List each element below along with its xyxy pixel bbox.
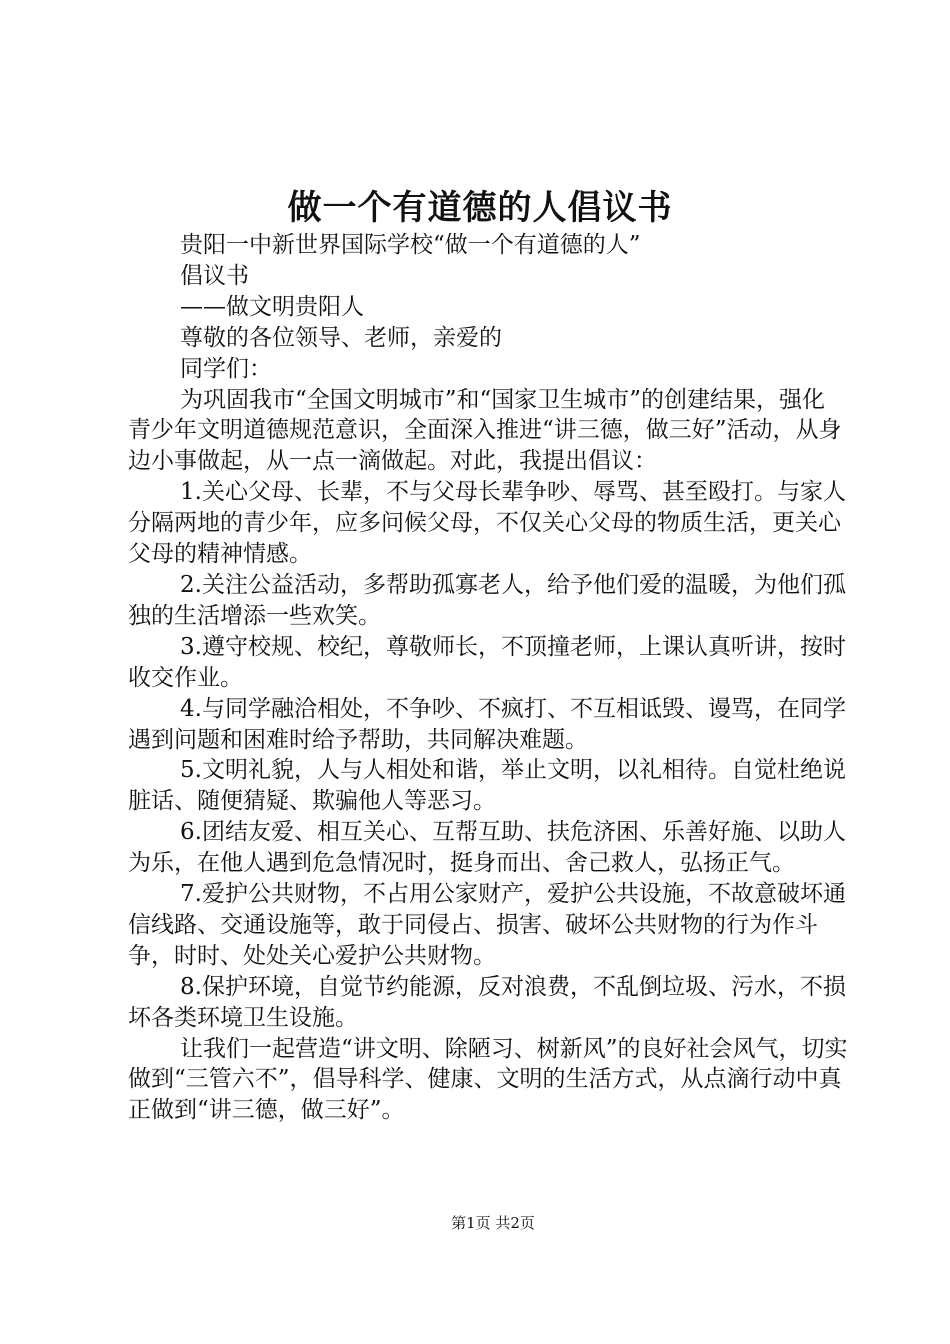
page-number-footer: 第1页 共2页: [451, 1214, 535, 1232]
proposal-item-7: 7.爱护公共财物，不占用公家财产，爱护公共设施，不故意破坏通信线路、交通设施等，敢于同侵占、损害、破坏公共财物的行为作斗争，时时、处处关心爱护公共财物。: [128, 881, 846, 969]
proposal-item-4: 4.与同学融洽相处，不争吵、不疯打、不互相诋毁、谩骂，在同学遇到问题和困难时给予帮助，共同解决难题。: [128, 695, 846, 753]
header-line-students: 同学们：: [180, 355, 272, 382]
proposal-item-8: 8.保护环境，自觉节约能源，反对浪费，不乱倒垃圾、污水，不损坏各类环境卫生设施。: [128, 973, 846, 1031]
intro-paragraph: 为巩固我市“全国文明城市”和“国家卫生城市”的创建结果，强化青少年文明道德规范意识，全面深入推进“讲三德，做三好”活动，从身边小事做起，从一点一滴做起。对此，我提出倡议：: [128, 386, 842, 475]
header-line-salutation: 尊敬的各位领导、老师，亲爱的: [180, 324, 502, 351]
proposal-item-6: 6.团结友爱、相互关心、互帮互助、扶危济困、乐善好施、以助人为乐，在他人遇到危急情况时，挺身而出、舍己救人，弘扬正气。: [128, 819, 846, 877]
proposal-item-5: 5.文明礼貌，人与人相处和谐，举止文明，以礼相待。自觉杜绝说脏话、随便猜疑、欺骗他人等恶习。: [128, 757, 846, 815]
header-line-proposal: 倡议书: [180, 262, 249, 289]
document-title: 做一个有道德的人倡议书: [287, 188, 673, 228]
closing-paragraph: 让我们一起营造“讲文明、除陋习、树新风”的良好社会风气，切实做到“三管六不”，倡导科学、健康、文明的生活方式，从点滴行动中真正做到“讲三德，做三好”。: [128, 1035, 848, 1124]
proposal-item-1: 1.关心父母、长辈，不与父母长辈争吵、辱骂、甚至殴打。与家人分隔两地的青少年，应多问候父母，不仅关心父母的物质生活，更关心父母的精神情感。: [128, 479, 846, 568]
proposal-item-3: 3.遵守校规、校纪，尊敬师长，不顶撞老师，上课认真听讲，按时收交作业。: [128, 633, 846, 691]
proposal-item-2: 2.关注公益活动，多帮助孤寡老人，给予他们爱的温暖，为他们孤独的生活增添一些欢笑。: [128, 571, 846, 629]
document-body: [128, 230, 848, 1126]
header-line-subtitle: ——做文明贵阳人: [180, 293, 364, 320]
header-line-school: 贵阳一中新世界国际学校“做一个有道德的人”: [180, 232, 641, 258]
